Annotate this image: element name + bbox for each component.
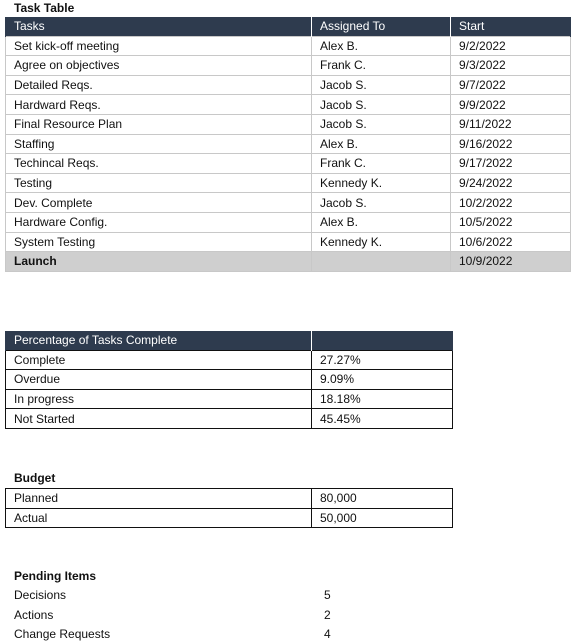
task-table [5,17,571,272]
status-percentage: 45.45% [312,409,453,429]
budget-title: Budget [14,471,56,485]
budget-value: 80,000 [312,489,453,509]
task-cell: Launch [6,252,312,272]
table-row [6,134,571,154]
table-row [6,409,453,429]
start-date-cell: 9/9/2022 [451,95,571,115]
task-cell: Detailed Reqs. [6,75,312,95]
start-date-cell: 9/17/2022 [451,154,571,174]
percentage-table-header: Percentage of Tasks Complete [6,331,312,350]
task-cell: Testing [6,173,312,193]
start-date-cell: 9/11/2022 [451,114,571,134]
pending-count: 4 [324,627,331,641]
status-label: Not Started [6,409,312,429]
table-row [6,508,453,528]
start-date-cell: 9/24/2022 [451,173,571,193]
status-percentage: 9.09% [312,370,453,390]
table-row [6,212,571,232]
table-row [6,489,453,509]
start-date-cell: 10/6/2022 [451,232,571,252]
status-percentage: 18.18% [312,389,453,409]
table-row [6,56,571,76]
column-header-tasks: Tasks [6,17,312,36]
status-percentage: 27.27% [312,350,453,370]
percentage-table-header-row [6,331,453,350]
task-cell: Final Resource Plan [6,114,312,134]
task-cell: Set kick-off meeting [6,36,312,56]
status-label: Complete [6,350,312,370]
table-row [6,173,571,193]
budget-value: 50,000 [312,508,453,528]
table-row [6,75,571,95]
table-row [6,36,571,56]
status-label: Overdue [6,370,312,390]
start-date-cell: 10/9/2022 [451,252,571,272]
assignee-cell: Frank C. [312,56,451,76]
status-label: In progress [6,389,312,409]
launch-row [6,252,571,272]
task-cell: Staffing [6,134,312,154]
pending-count: 5 [324,588,331,602]
budget-label: Planned [6,489,312,509]
pending-count: 2 [324,608,331,622]
task-cell: System Testing [6,232,312,252]
assignee-cell: Jacob S. [312,193,451,213]
task-cell: Techincal Reqs. [6,154,312,174]
table-row [6,370,453,390]
percentage-table [5,331,453,429]
assignee-cell: Kennedy K. [312,173,451,193]
table-row [6,350,453,370]
task-cell: Hardward Reqs. [6,95,312,115]
table-row [6,193,571,213]
start-date-cell: 9/16/2022 [451,134,571,154]
task-cell: Agree on objectives [6,56,312,76]
assignee-cell: Frank C. [312,154,451,174]
pending-label: Actions [14,608,54,622]
assignee-cell: Kennedy K. [312,232,451,252]
table-row [6,389,453,409]
column-header-assigned-to: Assigned To [312,17,451,36]
table-row [6,95,571,115]
budget-label: Actual [6,508,312,528]
assignee-cell [312,252,451,272]
task-cell: Hardware Config. [6,212,312,232]
assignee-cell: Alex B. [312,36,451,56]
assignee-cell: Jacob S. [312,75,451,95]
percentage-table-header-blank [312,331,453,350]
task-table-title: Task Table [14,1,75,15]
start-date-cell: 9/2/2022 [451,36,571,56]
table-row [6,154,571,174]
table-row [6,114,571,134]
start-date-cell: 10/5/2022 [451,212,571,232]
task-cell: Dev. Complete [6,193,312,213]
pending-label: Decisions [14,588,67,602]
start-date-cell: 9/3/2022 [451,56,571,76]
assignee-cell: Jacob S. [312,114,451,134]
table-row [6,232,571,252]
start-date-cell: 9/7/2022 [451,75,571,95]
budget-table [5,488,453,528]
start-date-cell: 10/2/2022 [451,193,571,213]
pending-label: Change Requests [14,627,111,641]
pending-items-title: Pending Items [14,569,97,583]
assignee-cell: Alex B. [312,212,451,232]
column-header-start: Start [451,17,571,36]
assignee-cell: Jacob S. [312,95,451,115]
task-table-header-row [6,17,571,36]
assignee-cell: Alex B. [312,134,451,154]
